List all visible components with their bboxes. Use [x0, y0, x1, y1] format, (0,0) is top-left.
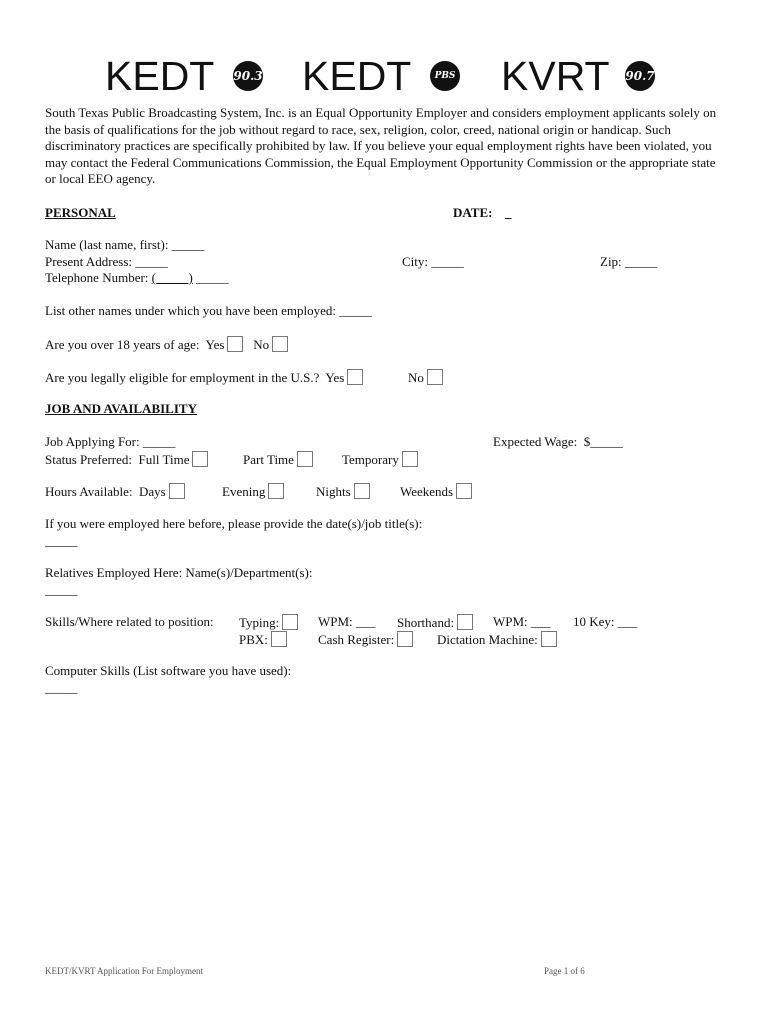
eligible-no-checkbox[interactable]: [427, 369, 443, 385]
zip-label: Zip:: [600, 254, 622, 269]
tenkey-field[interactable]: ___: [617, 614, 638, 629]
evening-checkbox[interactable]: [268, 483, 284, 499]
part-time-checkbox[interactable]: [297, 451, 313, 467]
full-time-checkbox[interactable]: [192, 451, 208, 467]
hours-label: Hours Available:: [45, 484, 133, 499]
eligible-no: [408, 369, 443, 386]
shorthand-option: [397, 614, 473, 631]
phone-area-field[interactable]: (_____): [151, 270, 193, 285]
wage-row: [493, 434, 623, 450]
shorthand-checkbox[interactable]: [457, 614, 473, 630]
pbx-option: [239, 631, 287, 648]
city-field[interactable]: _____: [431, 254, 464, 269]
station-logos: [105, 52, 665, 102]
days-checkbox[interactable]: [169, 483, 185, 499]
phone-row: [45, 270, 229, 286]
other-names-field[interactable]: _____: [339, 303, 372, 318]
other-names-label: List other names under which you have been employed:: [45, 303, 336, 318]
typing-wpm-field[interactable]: ___: [355, 614, 376, 629]
age-row: [45, 336, 288, 353]
age-no-checkbox[interactable]: [272, 336, 288, 352]
footer-title: KEDT/KVRT Application For Employment: [45, 966, 204, 976]
typing-label: Typing:: [239, 615, 280, 630]
other-names-row: [45, 303, 372, 319]
age-no-label: No: [253, 337, 270, 352]
age-yes-label: Yes: [205, 337, 225, 352]
address-row: [45, 254, 168, 270]
nights-option: [316, 483, 370, 500]
eligible-no-label: No: [408, 370, 424, 385]
dictation-option: [437, 631, 557, 648]
pbs-logo-badge: PBS: [430, 61, 460, 91]
temporary-option: [342, 451, 418, 468]
nights-label: Nights: [316, 484, 351, 499]
zip-field[interactable]: _____: [624, 254, 658, 269]
typing-wpm: [318, 614, 375, 630]
hours-row: [45, 483, 185, 500]
address-field[interactable]: _____: [135, 254, 168, 269]
logo-903-badge: 90.3: [233, 61, 263, 91]
phone-field[interactable]: _____: [196, 270, 229, 285]
evening-option: [222, 483, 284, 500]
skills-label: Skills/Where related to position:: [45, 614, 214, 629]
name-label: Name (last name, first):: [45, 237, 169, 252]
eligible-yes-checkbox[interactable]: [347, 369, 363, 385]
eligible-yes-label: Yes: [325, 370, 345, 385]
relatives-field[interactable]: _____: [45, 582, 78, 597]
status-label: Status Preferred:: [45, 452, 133, 467]
tenkey-option: [573, 614, 637, 630]
city-label: City:: [402, 254, 429, 269]
part-time-option: [243, 451, 313, 468]
pbx-label: PBX:: [239, 632, 268, 647]
logo-kvrt: KVRT: [501, 53, 610, 99]
part-time-label: Part Time: [243, 452, 294, 467]
weekends-label: Weekends: [400, 484, 454, 499]
full-time-label: Full Time: [138, 452, 190, 467]
status-row: [45, 451, 208, 468]
typing-option: [239, 614, 298, 631]
weekends-checkbox[interactable]: [456, 483, 472, 499]
logo-kedt-2: KEDT: [302, 53, 412, 99]
dictation-checkbox[interactable]: [541, 631, 557, 647]
typing-wpm-label: WPM:: [318, 614, 353, 629]
date-field[interactable]: _: [505, 205, 512, 220]
job-applying-row: [45, 434, 175, 450]
wage-label: Expected Wage:: [493, 434, 578, 449]
wage-field[interactable]: $_____: [583, 434, 623, 449]
footer-page-number: Page 1 of 6: [544, 966, 585, 976]
dictation-label: Dictation Machine:: [437, 632, 538, 647]
cash-register-checkbox[interactable]: [397, 631, 413, 647]
job-applying-field[interactable]: _____: [142, 434, 176, 449]
age-question: Are you over 18 years of age:: [45, 337, 200, 352]
computer-skills-label: Computer Skills (List software you have used):: [45, 663, 292, 678]
temporary-label: Temporary: [342, 452, 399, 467]
cash-register-label: Cash Register:: [318, 632, 395, 647]
shorthand-wpm-label: WPM:: [493, 614, 528, 629]
address-label: Present Address:: [45, 254, 133, 269]
weekends-option: [400, 483, 472, 500]
logo-kedt-1: KEDT: [105, 53, 215, 99]
eeo-statement: South Texas Public Broadcasting System, Inc. is an Equal Opportunity Employer and considers employment applicants solely on the basis of qualifications for the job without regard to race, sex, religion, color, creed, national origin or handicap. Such discriminatory practices are specifically prohibited by law. If you believe your equal employment rights have been violated, you may contact the Federal Communications Commission, the Equal Employment Opportunity Commission or the appropriate state or local EEO agency.: [45, 105, 717, 186]
employed-before-field[interactable]: _____: [45, 533, 78, 548]
relatives-label: Relatives Employed Here: Name(s)/Department(s):: [45, 565, 313, 580]
computer-skills-field[interactable]: _____: [45, 680, 78, 695]
typing-checkbox[interactable]: [282, 614, 298, 630]
shorthand-wpm-field[interactable]: ___: [530, 614, 551, 629]
city-row: [402, 254, 464, 270]
shorthand-wpm: [493, 614, 550, 630]
employed-before-label: If you were employed here before, please provide the date(s)/job title(s):: [45, 516, 423, 531]
job-heading: JOB AND AVAILABILITY: [45, 401, 197, 416]
eligible-row: [45, 369, 363, 386]
zip-row: [600, 254, 657, 270]
logo-907-badge: 90.7: [625, 61, 655, 91]
tenkey-label: 10 Key:: [573, 614, 615, 629]
eligible-question: Are you legally eligible for employment in the U.S.?: [45, 370, 320, 385]
cash-register-option: [318, 631, 413, 648]
date-label: DATE:: [453, 205, 493, 220]
pbx-checkbox[interactable]: [271, 631, 287, 647]
shorthand-label: Shorthand:: [397, 615, 455, 630]
name-row: [45, 237, 204, 253]
days-label: Days: [139, 484, 166, 499]
job-applying-label: Job Applying For:: [45, 434, 140, 449]
evening-label: Evening: [222, 484, 266, 499]
nights-checkbox[interactable]: [354, 483, 370, 499]
age-yes-checkbox[interactable]: [227, 336, 243, 352]
phone-label: Telephone Number:: [45, 270, 149, 285]
personal-heading: PERSONAL: [45, 205, 116, 220]
name-field[interactable]: _____: [171, 237, 205, 252]
temporary-checkbox[interactable]: [402, 451, 418, 467]
